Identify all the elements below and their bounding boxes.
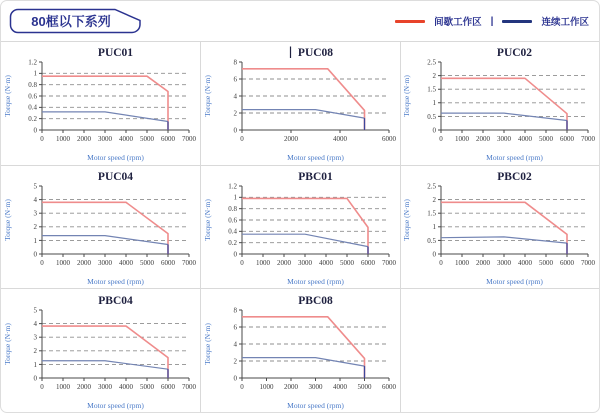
svg-text:0: 0: [33, 126, 38, 135]
svg-text:5000: 5000: [140, 258, 155, 267]
svg-text:Torque (N·m): Torque (N·m): [3, 199, 13, 241]
svg-text:7000: 7000: [381, 258, 396, 267]
svg-text:0: 0: [432, 250, 437, 259]
svg-text:1000: 1000: [455, 258, 470, 267]
svg-text:6: 6: [233, 75, 237, 84]
svg-text:0: 0: [432, 126, 437, 135]
svg-text:2.5: 2.5: [427, 182, 437, 191]
svg-text:8: 8: [233, 58, 237, 67]
chart-cell: [200, 288, 399, 412]
svg-text:2000: 2000: [276, 258, 291, 267]
svg-text:Motor speed (rpm): Motor speed (rpm): [486, 276, 544, 286]
torque-speed-chart-pbc02: [401, 167, 598, 287]
svg-text:Motor speed (rpm): Motor speed (rpm): [287, 153, 344, 163]
svg-text:3000: 3000: [308, 382, 323, 391]
legend-separator: |: [490, 15, 494, 27]
svg-text:0: 0: [40, 135, 44, 144]
svg-text:4: 4: [233, 92, 237, 101]
svg-text:5000: 5000: [539, 258, 554, 267]
svg-text:1: 1: [33, 236, 38, 245]
svg-text:0: 0: [233, 250, 237, 259]
svg-text:6000: 6000: [161, 258, 176, 267]
svg-text:4000: 4000: [332, 135, 347, 144]
svg-text:6000: 6000: [360, 258, 375, 267]
torque-speed-chart-puc08: [202, 43, 399, 163]
svg-text:0.2: 0.2: [228, 239, 237, 248]
svg-text:2000: 2000: [77, 135, 92, 144]
svg-text:7000: 7000: [581, 258, 596, 267]
svg-text:7000: 7000: [182, 135, 197, 144]
svg-text:0: 0: [40, 258, 44, 267]
continuous-zone-line-icon: [502, 20, 532, 23]
svg-text:Torque (N·m): Torque (N·m): [202, 75, 212, 118]
svg-text:5000: 5000: [140, 382, 155, 391]
svg-text:1000: 1000: [255, 258, 270, 267]
svg-text:5000: 5000: [140, 135, 155, 144]
svg-text:3000: 3000: [497, 258, 512, 267]
svg-text:6000: 6000: [560, 258, 575, 267]
svg-text:Motor speed (rpm): Motor speed (rpm): [287, 276, 344, 286]
svg-text:3: 3: [33, 209, 38, 218]
svg-text:Torque (N·m): Torque (N·m): [3, 75, 13, 118]
svg-text:1: 1: [33, 70, 38, 79]
svg-text:4000: 4000: [119, 258, 134, 267]
svg-text:4000: 4000: [518, 258, 533, 267]
svg-text:Torque (N·m): Torque (N·m): [3, 322, 13, 365]
svg-text:0.8: 0.8: [228, 205, 237, 214]
svg-text:PBC01: PBC01: [298, 170, 333, 183]
svg-text:2000: 2000: [476, 258, 491, 267]
svg-text:3000: 3000: [297, 258, 312, 267]
svg-text:0.8: 0.8: [28, 81, 38, 90]
svg-text:1: 1: [432, 223, 437, 232]
svg-text:5000: 5000: [357, 382, 372, 391]
svg-text:2: 2: [432, 72, 437, 81]
series-badge: [9, 8, 142, 34]
svg-text:5000: 5000: [339, 258, 354, 267]
page-header: [1, 1, 599, 41]
svg-text:0: 0: [233, 126, 237, 135]
svg-text:2: 2: [233, 109, 237, 118]
chart-cell: [1, 288, 200, 412]
svg-text:6000: 6000: [161, 382, 176, 391]
svg-text:4: 4: [33, 319, 38, 328]
svg-text:1.5: 1.5: [427, 209, 437, 218]
svg-text:3: 3: [33, 333, 38, 342]
svg-text:2: 2: [233, 357, 237, 366]
svg-text:Motor speed (rpm): Motor speed (rpm): [87, 400, 144, 410]
svg-text:1: 1: [432, 99, 437, 108]
svg-text:0: 0: [40, 382, 44, 391]
svg-text:6000: 6000: [381, 382, 396, 391]
chart-grid: [1, 41, 599, 412]
svg-text:PUC04: PUC04: [98, 170, 134, 183]
intermittent-zone-line-icon: [395, 20, 425, 23]
svg-text:0: 0: [240, 135, 244, 144]
svg-text:2000: 2000: [77, 382, 92, 391]
svg-text:Torque (N·m): Torque (N·m): [402, 75, 412, 118]
svg-text:1: 1: [33, 360, 38, 369]
svg-text:0: 0: [33, 250, 38, 259]
intermittent-zone-label: 间歇工作区: [434, 17, 482, 28]
svg-text:7000: 7000: [581, 135, 596, 144]
svg-text:0: 0: [233, 374, 237, 383]
chart-cell: [200, 41, 399, 165]
svg-text:6000: 6000: [381, 135, 396, 144]
chart-cell: [200, 165, 399, 289]
svg-text:1.2: 1.2: [28, 58, 38, 67]
svg-text:7000: 7000: [182, 258, 197, 267]
svg-text:0: 0: [33, 374, 38, 383]
svg-text:4000: 4000: [318, 258, 333, 267]
torque-speed-chart-puc01: [2, 43, 199, 163]
svg-text:5: 5: [33, 306, 38, 315]
svg-text:0: 0: [240, 382, 244, 391]
svg-text:2: 2: [33, 223, 38, 232]
svg-text:0.5: 0.5: [427, 113, 437, 122]
svg-text:1.2: 1.2: [228, 182, 237, 191]
torque-speed-chart-pbc01: [202, 167, 399, 287]
svg-text:Motor speed (rpm): Motor speed (rpm): [87, 276, 144, 286]
svg-text:2000: 2000: [77, 258, 92, 267]
svg-text:1000: 1000: [56, 135, 71, 144]
svg-text:1.5: 1.5: [427, 85, 437, 94]
svg-text:1000: 1000: [56, 258, 71, 267]
svg-text:0.6: 0.6: [228, 216, 237, 225]
svg-text:0.4: 0.4: [228, 227, 237, 236]
chart-legend: [395, 1, 589, 41]
chart-cell: [400, 165, 599, 289]
svg-text:3000: 3000: [497, 135, 512, 144]
svg-text:2000: 2000: [283, 135, 298, 144]
svg-text:PUC02: PUC02: [497, 47, 533, 60]
svg-text:6000: 6000: [161, 135, 176, 144]
svg-text:Torque (N·m): Torque (N·m): [202, 322, 212, 365]
svg-text:3000: 3000: [98, 135, 113, 144]
torque-speed-chart-pbc04: [2, 291, 199, 411]
svg-text:4000: 4000: [119, 135, 134, 144]
svg-text:0: 0: [439, 258, 444, 267]
svg-text:3000: 3000: [98, 382, 113, 391]
svg-text:Motor speed (rpm): Motor speed (rpm): [87, 153, 144, 163]
svg-text:3000: 3000: [98, 258, 113, 267]
chart-cell: [1, 41, 200, 165]
torque-speed-chart-pbc08: [202, 291, 399, 411]
series-badge-label: 80框以下系列: [31, 14, 111, 29]
torque-speed-chart-puc02: [401, 43, 598, 163]
svg-text:PBC02: PBC02: [497, 170, 533, 183]
svg-text:4000: 4000: [332, 382, 347, 391]
svg-text:PBC08: PBC08: [298, 294, 333, 307]
continuous-zone-label: 连续工作区: [541, 17, 589, 28]
svg-text:8: 8: [233, 306, 237, 315]
svg-text:PUC08: PUC08: [297, 47, 334, 60]
svg-text:0.4: 0.4: [28, 104, 38, 113]
svg-text:PBC04: PBC04: [98, 294, 133, 307]
svg-text:7000: 7000: [182, 382, 197, 391]
svg-text:6: 6: [233, 323, 237, 332]
svg-text:6000: 6000: [560, 135, 575, 144]
svg-text:4: 4: [233, 340, 237, 349]
svg-text:1: 1: [233, 193, 237, 202]
svg-text:0: 0: [439, 135, 444, 144]
svg-text:PUC01: PUC01: [98, 47, 134, 60]
svg-text:5000: 5000: [539, 135, 554, 144]
svg-text:1000: 1000: [455, 135, 470, 144]
svg-text:1000: 1000: [56, 382, 71, 391]
chart-cell: [1, 165, 200, 289]
torque-speed-chart-puc04: [2, 167, 199, 287]
empty-cell: [400, 288, 599, 412]
svg-text:4: 4: [33, 195, 38, 204]
svg-text:Torque (N·m): Torque (N·m): [402, 199, 412, 241]
svg-text:2: 2: [432, 195, 437, 204]
svg-text:Motor speed (rpm): Motor speed (rpm): [486, 153, 544, 163]
svg-text:0: 0: [240, 258, 244, 267]
svg-text:2000: 2000: [476, 135, 491, 144]
svg-text:2.5: 2.5: [427, 58, 437, 67]
svg-text:0.2: 0.2: [28, 115, 38, 124]
svg-text:2: 2: [33, 346, 38, 355]
svg-text:Motor speed (rpm): Motor speed (rpm): [287, 400, 344, 410]
svg-text:4000: 4000: [518, 135, 533, 144]
svg-text:0.5: 0.5: [427, 236, 437, 245]
svg-text:0.6: 0.6: [28, 92, 38, 101]
svg-text:2000: 2000: [283, 382, 298, 391]
svg-text:4000: 4000: [119, 382, 134, 391]
svg-text:5: 5: [33, 182, 38, 191]
svg-text:1000: 1000: [259, 382, 274, 391]
svg-text:Torque (N·m): Torque (N·m): [202, 199, 212, 241]
chart-cell: [400, 41, 599, 165]
